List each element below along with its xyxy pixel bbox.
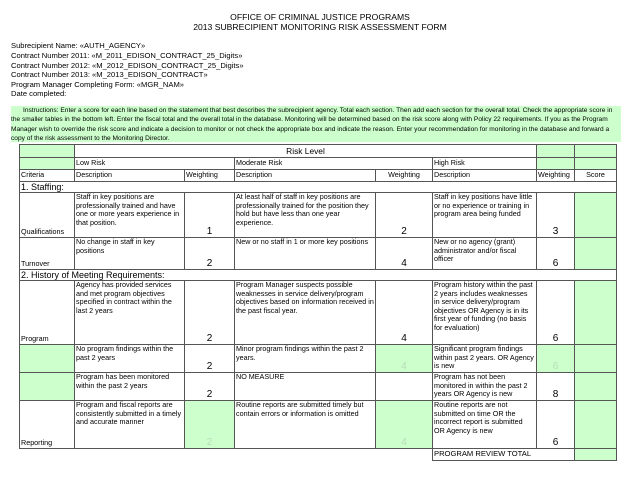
subrecipient-name-field: Subrecipient Name: «AUTH_AGENCY» xyxy=(11,41,146,50)
moderate-description: New or no staff in 1 or more key positions xyxy=(235,238,376,270)
high-description: Program history within the past 2 years includes weaknesses in service delivery/program objectives OR Agency is in its first year of funding (no basis for evaluation) xyxy=(433,281,537,345)
high-weighting: 6 xyxy=(537,238,575,270)
moderate-weighting: 2 xyxy=(376,193,433,238)
moderate-weighting: 4 xyxy=(376,345,433,373)
criteria-program: Program xyxy=(20,281,75,345)
moderate-description: Minor program findings within the past 2 years. xyxy=(235,345,376,373)
moderate-weighting xyxy=(376,373,433,401)
moderate-description: NO MEASURE xyxy=(235,373,376,401)
risk-assessment-table xyxy=(19,144,617,461)
score-input-reporting[interactable] xyxy=(575,401,617,449)
high-description-column-header: Description xyxy=(433,170,537,182)
risk-level-header: Risk Level xyxy=(75,145,537,158)
low-weighting: 2 xyxy=(185,238,235,270)
section-history-heading: 2. History of Meeting Requirements: xyxy=(20,270,617,281)
criteria-program-monitored xyxy=(20,373,75,401)
high-weighting: 6 xyxy=(537,345,575,373)
program-review-total-input[interactable] xyxy=(575,449,617,461)
moderate-risk-header: Moderate Risk xyxy=(235,158,433,170)
low-weighting-column-header: Weighting xyxy=(185,170,235,182)
low-description-column-header: Description xyxy=(75,170,185,182)
criteria-qualifications: Qualifications xyxy=(20,193,75,238)
contract-number-2011-field: Contract Number 2011: «M_2011_EDISON_CONTRACT_25_Digits» xyxy=(11,51,243,60)
criteria-turnover: Turnover xyxy=(20,238,75,270)
moderate-weighting: 4 xyxy=(376,281,433,345)
form-title-line2: 2013 SUBRECIPIENT MONITORING RISK ASSESSMENT FORM xyxy=(193,22,447,32)
low-description: No change in staff in key positions xyxy=(75,238,185,270)
score-input-turnover[interactable] xyxy=(575,238,617,270)
moderate-description: Program Manager suspects possible weaknesses in service delivery/program objectives based on information received in the past fiscal year. xyxy=(235,281,376,345)
high-weighting-column-header: Weighting xyxy=(537,170,575,182)
high-weighting: 6 xyxy=(537,281,575,345)
moderate-weighting: 4 xyxy=(376,238,433,270)
low-weighting: 2 xyxy=(185,345,235,373)
criteria-column-header: Criteria xyxy=(20,170,75,182)
score-input-program-monitored[interactable] xyxy=(575,373,617,401)
section-staffing-heading: 1. Staffing: xyxy=(20,182,617,193)
high-description: Program has not been monitored in within the past 2 years OR Agency is new xyxy=(433,373,537,401)
moderate-description: Routine reports are submitted timely but contain errors or information is omitted xyxy=(235,401,376,449)
score-input-program-findings[interactable] xyxy=(575,345,617,373)
contract-number-2012-field: Contract Number 2012: «M_2012_EDISON_CONTRACT_25_Digits» xyxy=(11,61,244,70)
high-weighting: 8 xyxy=(537,373,575,401)
date-completed-field: Date completed: xyxy=(11,89,67,98)
high-risk-header: High Risk xyxy=(433,158,537,170)
low-weighting: 2 xyxy=(185,373,235,401)
program-review-total-label: PROGRAM REVIEW TOTAL xyxy=(433,449,575,461)
criteria-reporting: Reporting xyxy=(20,401,75,449)
low-description: Agency has provided services and met program objectives specified in contract within the last 2 years xyxy=(75,281,185,345)
low-weighting: 2 xyxy=(185,401,235,449)
low-description: Program and fiscal reports are consistently submitted in a timely and accurate manner xyxy=(75,401,185,449)
moderate-description-column-header: Description xyxy=(235,170,376,182)
high-description: Staff in key positions have little or no experience or training in program area being funded xyxy=(433,193,537,238)
low-description: Staff in key positions are professionally trained and have one or more years experience in that position. xyxy=(75,193,185,238)
high-description: Routine reports are not submitted on time OR the incorrect report is submitted OR Agency is new xyxy=(433,401,537,449)
high-description: New or no agency (grant) administrator and/or fiscal officer xyxy=(433,238,537,270)
low-description: No program findings within the past 2 years xyxy=(75,345,185,373)
score-input-qualifications[interactable] xyxy=(575,193,617,238)
moderate-weighting-column-header: Weighting xyxy=(376,170,433,182)
score-input-program[interactable] xyxy=(575,281,617,345)
form-title-line1: OFFICE OF CRIMINAL JUSTICE PROGRAMS xyxy=(230,12,410,22)
high-description: Significant program findings within past 2 years. OR Agency is new xyxy=(433,345,537,373)
moderate-description: At least half of staff in key positions are professionally trained for the position they hold but have less than one year experience. xyxy=(235,193,376,238)
low-weighting: 1 xyxy=(185,193,235,238)
high-weighting: 6 xyxy=(537,401,575,449)
low-description: Program has been monitored within the past 2 years xyxy=(75,373,185,401)
low-risk-header: Low Risk xyxy=(75,158,235,170)
score-column-header: Score xyxy=(575,170,617,182)
moderate-weighting: 4 xyxy=(376,401,433,449)
low-weighting: 2 xyxy=(185,281,235,345)
criteria-program-findings xyxy=(20,345,75,373)
high-weighting: 3 xyxy=(537,193,575,238)
instructions-box: Instructions: Enter a score for each line based on the statement that best describes the subrecipient agency. Total each section. Then add each section for the overall total. Check the appropriate score in the smaller tables in the bottom left. Enter the fiscal total and the overall total in the database. Monitoring will be determined based on the risk score along with Policy 22 requirements. If you as the Program Manager wish to override the risk score and indicate a decision to monitor or not check the appropriate box and indicate the reason. Enter your recommendation for monitoring in the database and forward a copy of the risk assessment to the Monitoring Director. xyxy=(11,106,621,142)
contract-number-2013-field: Contract Number 2013: «M_2013_EDISON_CONTRACT» xyxy=(11,70,208,79)
program-manager-field: Program Manager Completing Form: «MGR_NAM» xyxy=(11,80,185,89)
